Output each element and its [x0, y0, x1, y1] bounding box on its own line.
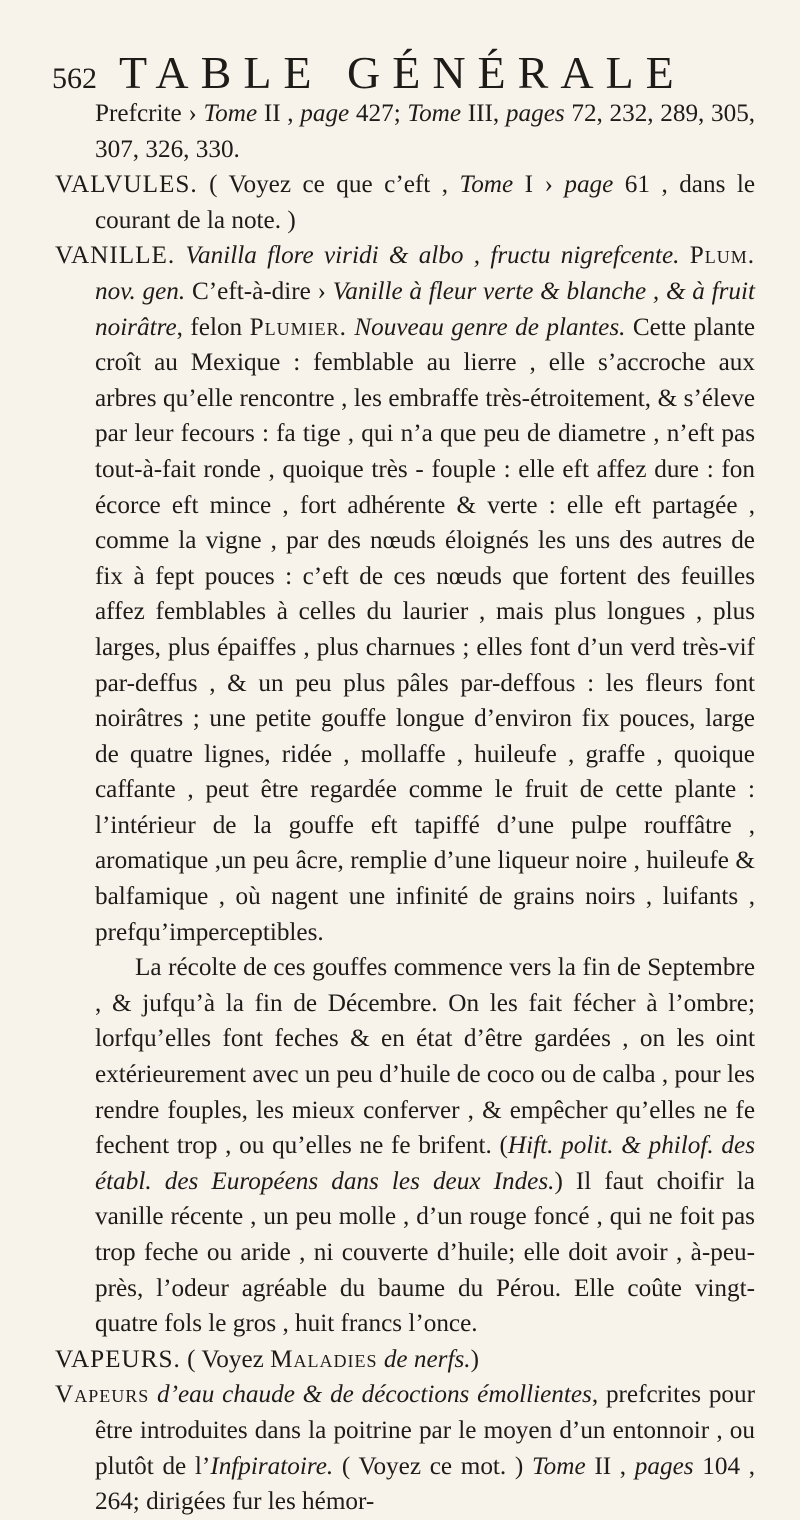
page-number: 562 — [52, 62, 97, 95]
entry-valvules: VALVULES. ( Voyez ce que c’eft , Tome I › page 61 , dans le courant de la note. ) — [55, 171, 756, 234]
entry-continuation: Prefcrite › Tome II , page 427; Tome III, pages 72, 232, 289, 305, 307, 326, 330. — [95, 100, 756, 163]
page-header — [52, 46, 752, 98]
paragraph-recolte: La récolte de ces gouffes commence vers la fin de Septembre , & jufqu’à la fin de Décembre. On les fait fécher à l’ombre; lorfqu’elles font feches & en état d’être gardées , on les oint extérieurement avec un peu d’huile de coco ou de calba , pour les rendre fouples, les mieux conferver , & empêcher qu’elles ne fe fechent trop , ou qu’elles ne fe brifent. (Hift. polit. & philof. des établ. des Européens dans les deux Indes.) Il faut choifir la vanille récente , un peu molle , d’un rouge foncé , qui ne foit pas trop feche ou aride , ni couverte d’huile; elle doit avoir , à-peu-près, l’odeur agréable du baume du Pérou. Elle coûte vingt-quatre fols le gros , huit francs l’once. — [95, 954, 755, 1338]
entry-vapeurs-eau: Vapeurs d’eau chaude & de décoctions émollientes, prefcrites pour être introduites dans la poitrine par le moyen d’un entonnoir , ou plutôt de l’Infpiratoire. ( Voyez ce mot. ) Tome II , pages 104 , 264; dirigées fur les hémor- — [55, 1381, 756, 1516]
entry-vanille: VANILLE. Vanilla flore viridi & albo , fructu nigrefcente. Plum. nov. gen. C’eft-à-dire › Vanille à fleur verte & blanche , & à fruit noirâtre, felon Plumier. Nouveau genre de plantes. Cette plante croît au Mexique : femblable au lierre , elle s’accroche aux arbres qu’elle rencontre , les embraffe très-étroitement, & s’éleve par leur fecours : fa tige , qui n’a que peu de diametre , n’eft pas tout-à-fait ronde , quoique très - fouple : elle eft affez dure : fon écorce eft mince , fort adhérente & verte : elle eft partagée , comme la vigne , par des nœuds éloignés les uns des autres de fix à fept pouces : c’eft de ces nœuds que fortent des feuilles affez femblables à celles du laurier , mais plus longues , plus larges, plus épaiffes , plus charnues ; elles font d’un verd très-vif par-deffus , & un peu plus pâles par-deffous : les fleurs font noirâtres ; une petite gouffe longue d’environ fix pouces, large de quatre lignes, ridée , mollaffe , huileufe , graffe , quoique caffante , peut être regardée comme le fruit de cette plante : l’intérieur de la gouffe eft tapiffé d’une pulpe rouffâtre , aromatique ,un peu âcre, remplie d’une liqueur noire , huileufe & balfamique , où nagent une infinité de grains noirs , luifants , prefqu’imperceptibles. La récolte de ces gouffes commence vers la fin de Septembre , & jufqu’à la fin de Décembre. On les fait fécher à l’ombre; lorfqu’elles font feches & en état d’être gardées , on les oint extérieurement avec un peu d’huile de coco ou de calba , pour les rendre fouples, les mieux conferver , & empêcher qu’elles ne fe fechent trop , ou qu’elles ne fe brifent. (Hift. polit. & philof. des établ. des Européens dans les deux Indes.) Il faut choifir la vanille récente , un peu molle , d’un rouge foncé , qui ne foit pas trop feche ou aride , ni couverte d’huile; elle doit avoir , à-peu-près, l’odeur agréable du baume du Pérou. Elle coûte vingt-quatre fols le gros , huit francs l’once. — [55, 238, 755, 1341]
running-title: TABLE GÉNÉRALE — [119, 47, 686, 98]
headword: VAPEURS. — [55, 1345, 181, 1373]
index-body — [55, 96, 755, 1520]
headword: VALVULES. — [55, 171, 198, 199]
headword: Vapeurs — [55, 1381, 150, 1409]
headword: VANILLE. — [55, 242, 176, 270]
entry-vapeurs: VAPEURS. ( Voyez Maladies de nerfs.) — [55, 1345, 479, 1373]
